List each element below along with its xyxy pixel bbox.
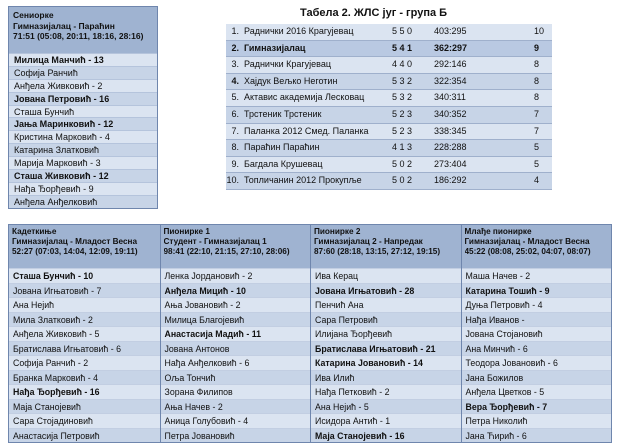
player-row: Нађа Анђелковић - 6 bbox=[161, 355, 311, 370]
standings-rank: 4. bbox=[226, 73, 242, 90]
player-row: Анастасија Мадић - 11 bbox=[161, 326, 311, 341]
category-name: Пионирке 2 bbox=[314, 227, 361, 236]
player-row: Милица Благојевић bbox=[161, 312, 311, 327]
player-row: Бранка Марковић - 4 bbox=[9, 370, 160, 385]
standings-points: 10 bbox=[494, 24, 552, 40]
player-row: Ива Илић bbox=[311, 370, 461, 385]
player-row: Јана Божилов bbox=[462, 370, 612, 385]
standings-table bbox=[226, 24, 552, 190]
standings-score: 338:345 bbox=[434, 123, 494, 140]
category-column bbox=[310, 225, 461, 442]
standings-rank: 9. bbox=[226, 156, 242, 173]
standings-score: 340:352 bbox=[434, 106, 494, 123]
seniorke-match: Гимназијалац - Параћин bbox=[13, 20, 115, 31]
standings-rank: 7. bbox=[226, 123, 242, 140]
standings-team: Параћин Параћин bbox=[242, 140, 392, 157]
standings-points: 9 bbox=[494, 40, 552, 57]
standings-record: 5 0 2 bbox=[392, 173, 434, 190]
standings-points: 4 bbox=[494, 173, 552, 190]
player-row: Јована Петровић - 16 bbox=[9, 92, 157, 105]
player-row: Пенчић Ана bbox=[311, 297, 461, 312]
player-row: Сташа Бунчић bbox=[9, 105, 157, 118]
standings-score: 340:311 bbox=[434, 90, 494, 107]
match-result: 98:41 (22:10, 21:15, 27:10, 28:06) bbox=[163, 247, 290, 257]
standings-points: 7 bbox=[494, 123, 552, 140]
standings-team: Гимназијалац bbox=[242, 40, 392, 57]
player-row: Јована Стојановић bbox=[462, 326, 612, 341]
standings-points: 8 bbox=[494, 90, 552, 107]
standings-row bbox=[226, 90, 552, 107]
match-result: 87:60 (28:18, 13:15, 27:12, 19:15) bbox=[314, 247, 441, 257]
player-row: Анђела Мицић - 10 bbox=[161, 283, 311, 298]
category-name: Пионирке 1 bbox=[163, 227, 210, 236]
player-row: Ана Нејић - 5 bbox=[311, 399, 461, 414]
category-column bbox=[461, 225, 612, 442]
player-row: Катарина Јовановић - 14 bbox=[311, 355, 461, 370]
match-result: 45:22 (08:08, 25:02, 04:07, 08:07) bbox=[464, 247, 591, 257]
player-row: Милица Манчић - 13 bbox=[9, 53, 157, 66]
standings-record: 5 5 0 bbox=[392, 24, 434, 40]
category-column bbox=[9, 225, 160, 442]
category-name: Млађе пионирке bbox=[464, 227, 532, 236]
player-row: Анђела Анђелковић bbox=[9, 195, 157, 208]
standings-record: 5 3 2 bbox=[392, 73, 434, 90]
standings-score: 273:404 bbox=[434, 156, 494, 173]
seniorke-header bbox=[9, 7, 157, 53]
player-row: Кристина Марковић - 4 bbox=[9, 130, 157, 143]
standings-team: Паланка 2012 Смед. Паланка bbox=[242, 123, 392, 140]
player-row: Нађа Ђорђевић - 16 bbox=[9, 384, 160, 399]
match-teams: Гимназијалац 2 - Напредак bbox=[314, 237, 423, 247]
seniorke-player-list bbox=[9, 53, 157, 208]
player-row: Оља Тончић bbox=[161, 370, 311, 385]
standings-points: 5 bbox=[494, 156, 552, 173]
player-row: Нађа Петковић - 2 bbox=[311, 384, 461, 399]
player-row: Аница Голубовић - 4 bbox=[161, 413, 311, 428]
standings-row bbox=[226, 24, 552, 40]
player-row: Јована Антонов bbox=[161, 341, 311, 356]
standings-score: 322:354 bbox=[434, 73, 494, 90]
standings-team: Раднички 2016 Крагујевац bbox=[242, 24, 392, 40]
standings-team: Багдала Крушевац bbox=[242, 156, 392, 173]
standings-row bbox=[226, 140, 552, 157]
player-row: Ленка Јордановић - 2 bbox=[161, 268, 311, 283]
standings-record: 5 2 3 bbox=[392, 123, 434, 140]
player-row: Ања Јовановић - 2 bbox=[161, 297, 311, 312]
player-row: Теодора Јовановић - 6 bbox=[462, 355, 612, 370]
standings-row bbox=[226, 106, 552, 123]
standings-row bbox=[226, 40, 552, 57]
player-row: Ива Керац bbox=[311, 268, 461, 283]
player-row: Јања Маринковић - 12 bbox=[9, 117, 157, 130]
player-row: Маша Начев - 2 bbox=[462, 268, 612, 283]
standings-score: 403:295 bbox=[434, 24, 494, 40]
standings-rank: 10. bbox=[226, 173, 242, 190]
player-row: Сташа Живковић - 12 bbox=[9, 169, 157, 182]
player-row: Анђела Живковић - 5 bbox=[9, 326, 160, 341]
seniorke-category: Сениорке bbox=[13, 10, 54, 20]
player-row: Сара Стојадиновић bbox=[9, 413, 160, 428]
standings-team: Актавис академија Лесковац bbox=[242, 90, 392, 107]
category-column bbox=[160, 225, 311, 442]
standings-record: 4 4 0 bbox=[392, 57, 434, 74]
youth-results-grid bbox=[8, 224, 612, 443]
standings-row bbox=[226, 173, 552, 190]
player-row: Анастасија Петровић bbox=[9, 428, 160, 443]
match-teams: Студент - Гимназијалац 1 bbox=[163, 237, 267, 247]
standings-row bbox=[226, 57, 552, 74]
standings-rank: 2. bbox=[226, 40, 242, 57]
player-row: Катарина Тошић - 9 bbox=[462, 283, 612, 298]
category-header bbox=[311, 225, 461, 268]
category-header bbox=[462, 225, 612, 268]
player-row: Дуња Петровић - 4 bbox=[462, 297, 612, 312]
player-row: Братислава Игњатовић - 6 bbox=[9, 341, 160, 356]
standings-rank: 8. bbox=[226, 140, 242, 157]
match-teams: Гимназијалац - Младост Весна bbox=[12, 237, 138, 247]
seniorke-result: 71:51 (05:08, 20:11, 18:16, 28:16) bbox=[13, 31, 144, 41]
player-row: Марија Марковић - 3 bbox=[9, 156, 157, 169]
standings-row bbox=[226, 123, 552, 140]
category-header bbox=[9, 225, 160, 268]
standings-record: 4 1 3 bbox=[392, 140, 434, 157]
player-row: Јана Ћирић - 6 bbox=[462, 428, 612, 443]
player-row: Нађа Ђорђевић - 9 bbox=[9, 182, 157, 195]
player-row: Сара Петровић bbox=[311, 312, 461, 327]
standings-rank: 1. bbox=[226, 24, 242, 40]
player-row: Софија Ранчић bbox=[9, 66, 157, 79]
standings-rank: 6. bbox=[226, 106, 242, 123]
player-row: Ана Минчић - 6 bbox=[462, 341, 612, 356]
standings-points: 8 bbox=[494, 73, 552, 90]
player-row: Јована Игњатовић - 7 bbox=[9, 283, 160, 298]
standings-team: Раднички Крагујевац bbox=[242, 57, 392, 74]
player-row: Мила Златковић - 2 bbox=[9, 312, 160, 327]
standings-points: 5 bbox=[494, 140, 552, 157]
player-row: Маја Станојевић - 16 bbox=[311, 428, 461, 443]
player-row: Ана Нејић bbox=[9, 297, 160, 312]
standings-score: 292:146 bbox=[434, 57, 494, 74]
standings-points: 7 bbox=[494, 106, 552, 123]
standings-score: 186:292 bbox=[434, 173, 494, 190]
standings-score: 228:288 bbox=[434, 140, 494, 157]
player-row: Маја Станојевић bbox=[9, 399, 160, 414]
match-teams: Гимназијалац - Младост Весна bbox=[464, 237, 590, 247]
player-row: Анђела Цветков - 5 bbox=[462, 384, 612, 399]
player-row: Исидора Антић - 1 bbox=[311, 413, 461, 428]
standings-score: 362:297 bbox=[434, 40, 494, 57]
standings-points: 8 bbox=[494, 57, 552, 74]
standings-row bbox=[226, 73, 552, 90]
standings-record: 5 0 2 bbox=[392, 156, 434, 173]
standings-record: 5 3 2 bbox=[392, 90, 434, 107]
player-row: Зорана Филипов bbox=[161, 384, 311, 399]
player-row: Сташа Бунчић - 10 bbox=[9, 268, 160, 283]
standings-team: Топличанин 2012 Прокупље bbox=[242, 173, 392, 190]
player-row: Нађа Иванов - bbox=[462, 312, 612, 327]
player-row: Вера Ђорђевић - 7 bbox=[462, 399, 612, 414]
player-row: Петра Николић bbox=[462, 413, 612, 428]
player-row: Илијана Ђорђевић bbox=[311, 326, 461, 341]
table-title: Табела 2. ЖЛС југ - група Б bbox=[300, 7, 448, 19]
match-result: 52:27 (07:03, 14:04, 12:09, 19:11) bbox=[12, 247, 138, 257]
category-name: Кадеткиње bbox=[12, 227, 57, 236]
player-row: Ања Начев - 2 bbox=[161, 399, 311, 414]
player-row: Петра Јовановић bbox=[161, 428, 311, 443]
player-row: Братислава Игњатовић - 21 bbox=[311, 341, 461, 356]
player-row: Јована Игњатовић - 28 bbox=[311, 283, 461, 298]
standings-rank: 5. bbox=[226, 90, 242, 107]
standings-rank: 3. bbox=[226, 57, 242, 74]
standings-record: 5 4 1 bbox=[392, 40, 434, 57]
standings-team: Хајдук Вељко Неготин bbox=[242, 73, 392, 90]
category-header bbox=[161, 225, 311, 268]
player-row: Анђела Живковић - 2 bbox=[9, 79, 157, 92]
standings-row bbox=[226, 156, 552, 173]
seniorke-panel bbox=[8, 6, 158, 209]
player-row: Софија Ранчић - 2 bbox=[9, 355, 160, 370]
player-row: Катарина Златковић bbox=[9, 143, 157, 156]
standings-record: 5 2 3 bbox=[392, 106, 434, 123]
standings-team: Трстеник Трстеник bbox=[242, 106, 392, 123]
